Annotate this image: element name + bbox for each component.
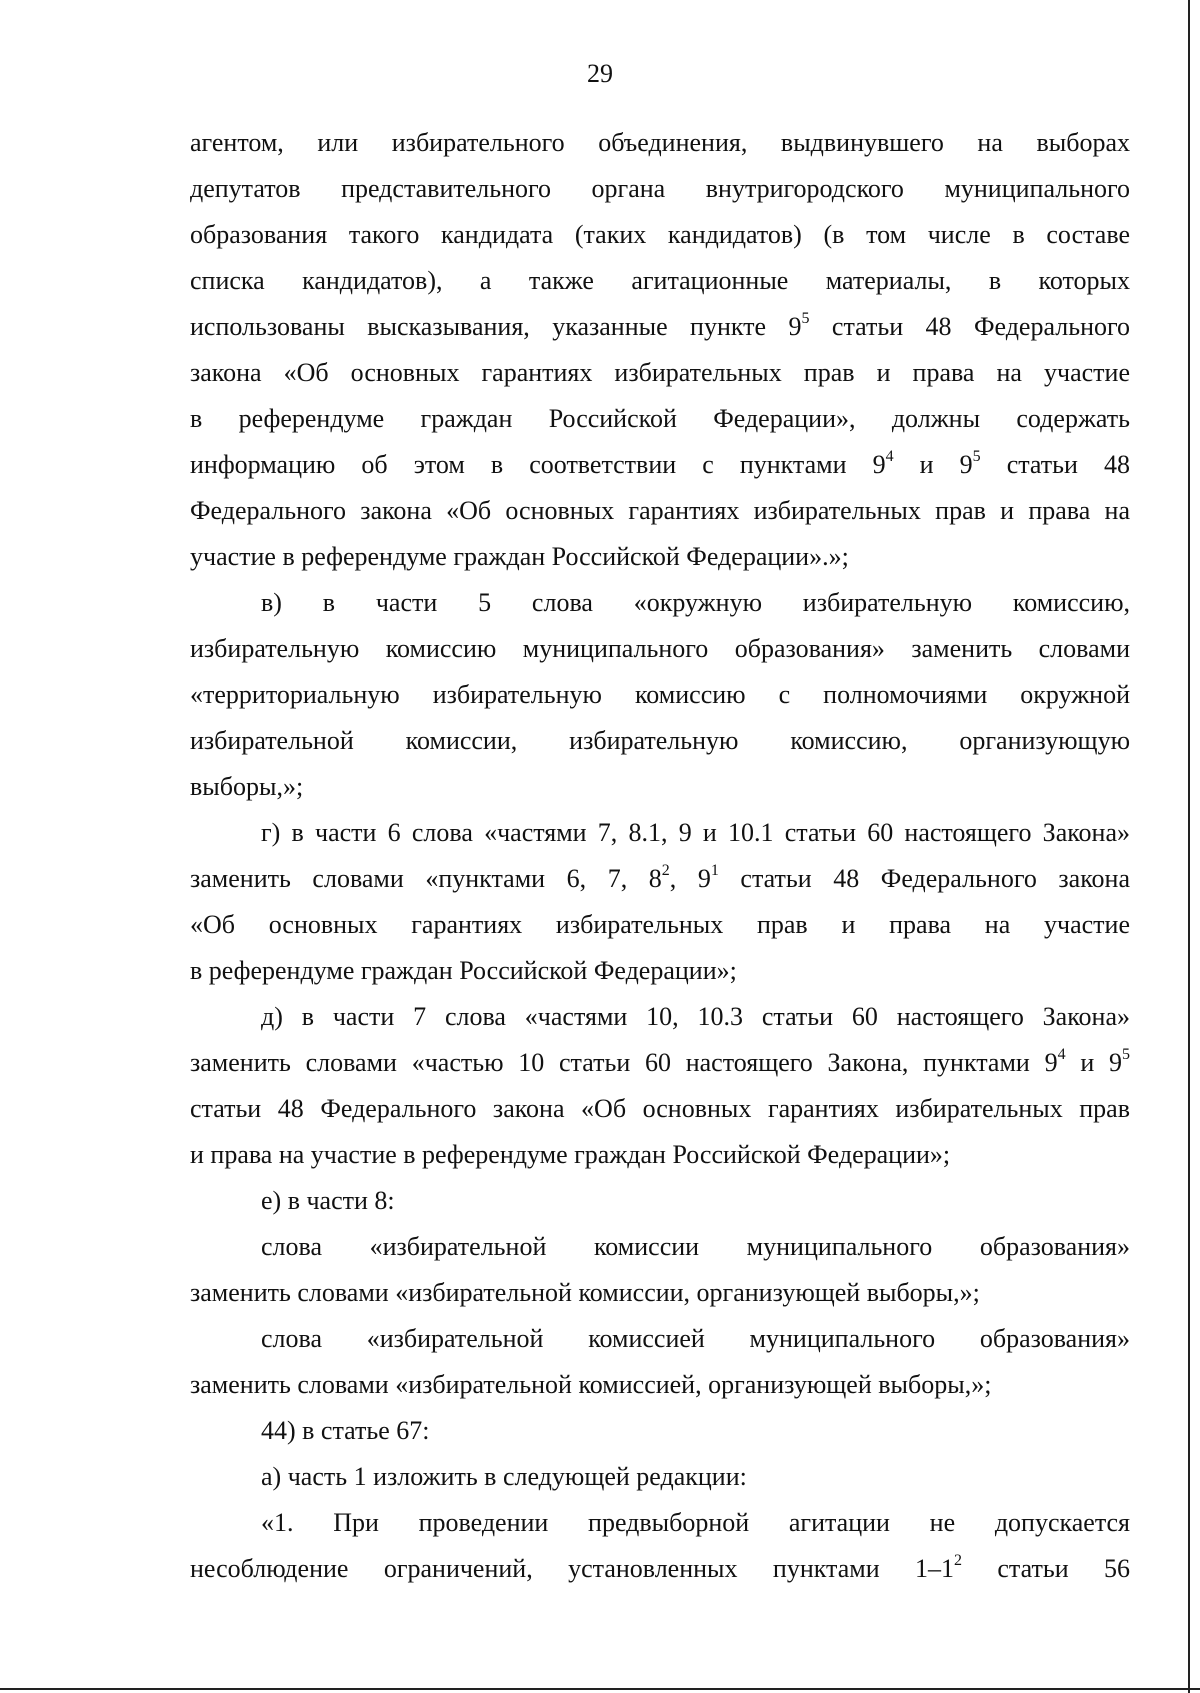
text-line: слова «избирательной комиссией муниципального образования» [261, 1324, 1130, 1353]
text-line: заменить словами «избирательной комиссией, организующей выборы,»; [190, 1370, 992, 1399]
text-line: в референдуме граждан Российской Федерации»; [190, 956, 737, 985]
superscript: 5 [972, 448, 981, 465]
text-line: «1. При проведении предвыборной агитации не допускается [261, 1508, 1130, 1537]
text-line: Федерального закона «Об основных гарантиях избирательных прав и права на [190, 496, 1130, 525]
text-line: 44) в статье 67: [261, 1416, 430, 1445]
text-line: е) в части 8: [261, 1186, 395, 1215]
text-line: использованы высказывания, указанные пункте $9^5$ статьи 48 Федерального [190, 310, 1130, 341]
text-line: «территориальную избирательную комиссию с полномочиями окружной [190, 680, 1130, 709]
scan-edge-bottom [0, 1688, 1200, 1690]
text-line: депутатов представительного органа внутригородского муниципального [190, 174, 1130, 203]
text-line: участие в референдуме граждан Российской Федерации».»; [190, 542, 849, 571]
document-body [190, 120, 1130, 1592]
superscript: 4 [1057, 1046, 1066, 1063]
superscript: 5 [801, 310, 810, 327]
text-line: в референдуме граждан Российской Федерации», должны содержать [190, 404, 1130, 433]
superscript: 5 [1122, 1046, 1130, 1063]
superscript: 1 [710, 862, 719, 879]
text-line: избирательной комиссии, избирательную комиссию, организующую [190, 726, 1130, 755]
text-line: агентом, или избирательного объединения, выдвинувшего на выборах [190, 128, 1130, 157]
text-line: закона «Об основных гарантиях избирательных прав и права на участие [190, 358, 1130, 387]
text-line: статьи 48 Федерального закона «Об основных гарантиях избирательных прав [190, 1094, 1130, 1123]
text-line: в) в части 5 слова «окружную избирательную комиссию, [261, 588, 1130, 617]
scan-edge-right [1188, 0, 1190, 1693]
text-line: образования такого кандидата (таких кандидатов) (в том числе в составе [190, 220, 1130, 249]
text-line: а) часть 1 изложить в следующей редакции: [261, 1462, 747, 1491]
text-line: выборы,»; [190, 772, 304, 801]
text-line: «Об основных гарантиях избирательных прав и права на участие [190, 910, 1130, 939]
text-line: слова «избирательной комиссии муниципального образования» [261, 1232, 1130, 1261]
text-line: г) в части 6 слова «частями 7, 8.1, 9 и 10.1 статьи 60 настоящего Закона» [261, 818, 1130, 847]
text-line: несоблюдение ограничений, установленных пунктами $1-1^2$ статьи 56 [190, 1552, 1130, 1583]
text-line: списка кандидатов), а также агитационные материалы, в которых [190, 266, 1130, 295]
superscript: 2 [661, 862, 670, 879]
page-number: 29 [587, 59, 613, 88]
text-line: заменить словами «частью 10 статьи 60 настоящего Закона, пунктами $9^4$ и $9^5$ [190, 1046, 1130, 1077]
text-line: д) в части 7 слова «частями 10, 10.3 статьи 60 настоящего Закона» [261, 1002, 1130, 1031]
text-line: и права на участие в референдуме граждан Российской Федерации»; [190, 1140, 951, 1169]
text-line: заменить словами «пунктами 6, 7, $8^2$, $9^1$ статьи 48 Федерального закона [190, 862, 1130, 893]
text-line: информацию об этом в соответствии с пунктами $9^4$ и $9^5$ статьи 48 [190, 448, 1130, 479]
text-line: заменить словами «избирательной комиссии, организующей выборы,»; [190, 1278, 980, 1307]
text-line: избирательную комиссию муниципального образования» заменить словами [190, 634, 1130, 663]
superscript: 4 [885, 448, 894, 465]
superscript: 2 [954, 1552, 962, 1569]
